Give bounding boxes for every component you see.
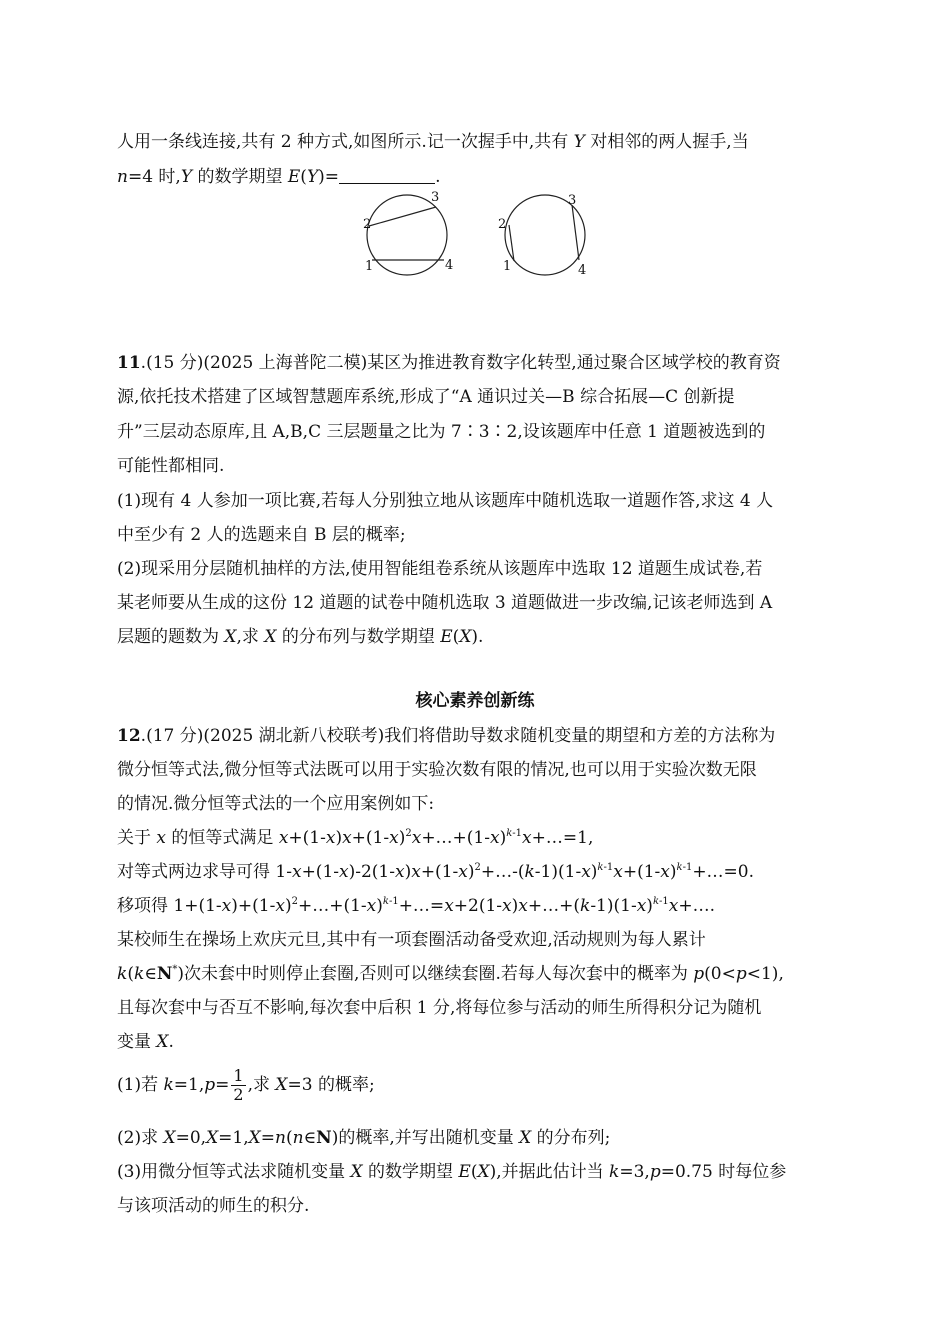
q11-part2-line-1: (2)现采用分层随机抽样的方法,使用智能组卷系统从该题库中选取 12 道题生成试卷,若	[117, 559, 763, 579]
handshake-figure-1	[355, 190, 465, 280]
q12-line-8: k(k∈N*)次未套中时则停止套圈,否则可以继续套圈.若每人每次套中的概率为 p(0<p<1),	[117, 964, 784, 984]
q12-line-2: 微分恒等式法,微分恒等式法既可以用于实验次数有限的情况,也可以用于实验次数无限	[117, 760, 757, 780]
label-2: 2	[498, 217, 507, 232]
q12-line-10: 变量 X.	[117, 1032, 174, 1052]
q10-line-1: 人用一条线连接,共有 2 种方式,如图所示.记一次握手中,共有 Y 对相邻的两人握手,当	[117, 132, 749, 152]
q11-line-4: 可能性都相同.	[117, 456, 225, 476]
q12-part3-line-1: (3)用微分恒等式法求随机变量 X 的数学期望 E(X),并据此估计当 k=3,p=0.75 时每位参	[117, 1162, 787, 1182]
label-4: 4	[445, 258, 454, 273]
q12-derivative-line: 对等式两边求导可得 $1-x+(1-x)-2(1-x)x+(1-x)^2+\dots-(k-1)(1-x)^{k-1}x+(1-x)^{k-1}+\dots=0$.	[117, 862, 755, 882]
q12-line-3: 的情况.微分恒等式法的一个应用案例如下:	[117, 794, 435, 814]
handshake-figure-2	[495, 190, 605, 280]
chord-2-3	[369, 207, 436, 226]
q12-line-9: 且每次套中与否互不影响,每次套中后积 1 分,将每位参与活动的师生所得积分记为随机	[117, 998, 762, 1018]
chord-1-2	[509, 225, 514, 261]
section-title: 核心素养创新练	[415, 691, 535, 711]
q12-line-1: 12.(17 分)(2025 湖北新八校联考)我们将借助导数求随机变量的期望和方差的方法称为	[117, 726, 776, 746]
q11-part1-line-1: (1)现有 4 人参加一项比赛,若每人分别独立地从该题库中随机选取一道题作答,求这 4 人	[117, 491, 774, 511]
label-3: 3	[431, 190, 440, 205]
q11-line-3: 升”三层动态原库,且 A,B,C 三层题量之比为 7∶3∶2,设该题库中任意 1 道题被选到的	[117, 422, 766, 442]
q10-line-2: n=4 时,Y 的数学期望 E(Y)= .	[117, 167, 441, 187]
q12-rearrange-line: 移项得 $1+(1-x)+(1-x)^2+\dots+(1-x)^{k-1}+\dots=x+2(1-x)x+\dots+(k-1)(1-x)^{k-1}x+\dots$.	[117, 896, 715, 916]
q12-line-7: 某校师生在操场上欢庆元旦,其中有一项套圈活动备受欢迎,活动规则为每人累计	[117, 930, 706, 950]
label-2: 2	[363, 217, 372, 232]
label-4: 4	[578, 263, 587, 278]
q12-part2: (2)求 X=0,X=1,X=n(n∈N)的概率,并写出随机变量 X 的分布列;	[117, 1128, 611, 1148]
label-1: 1	[365, 259, 374, 274]
q11-line-1: 11.(15 分)(2025 上海普陀二模)某区为推进教育数字化转型,通过聚合区域学校的教育资	[117, 353, 781, 373]
q12-part1: (1)若 k=1,p= $\frac{1}{2}$ ,求 X=3 的概率;	[117, 1066, 375, 1104]
q12-identity-line: 关于 x 的恒等式满足 $x+(1-x)x+(1-x)^2x+\dots+(1-x)^{k-1}x+\dots=1$,	[117, 828, 594, 848]
q12-part3-line-2: 与该项活动的师生的积分.	[117, 1196, 310, 1216]
q11-line-2: 源,依托技术搭建了区域智慧题库系统,形成了“A 通识过关—B 综合拓展—C 创新提	[117, 387, 735, 407]
label-1: 1	[503, 259, 512, 274]
q11-part2-line-3: 层题的题数为 X,求 X 的分布列与数学期望 E(X).	[117, 627, 484, 647]
q11-part2-line-2: 某老师要从生成的这份 12 道题的试卷中随机选取 3 道题做进一步改编,记该老师选到 A	[117, 593, 773, 613]
answer-blank	[339, 167, 435, 184]
fraction-one-half: $\frac{1}{2}$	[233, 1066, 244, 1104]
label-3: 3	[568, 193, 577, 208]
q11-part1-line-2: 中至少有 2 人的选题来自 B 层的概率;	[117, 525, 406, 545]
